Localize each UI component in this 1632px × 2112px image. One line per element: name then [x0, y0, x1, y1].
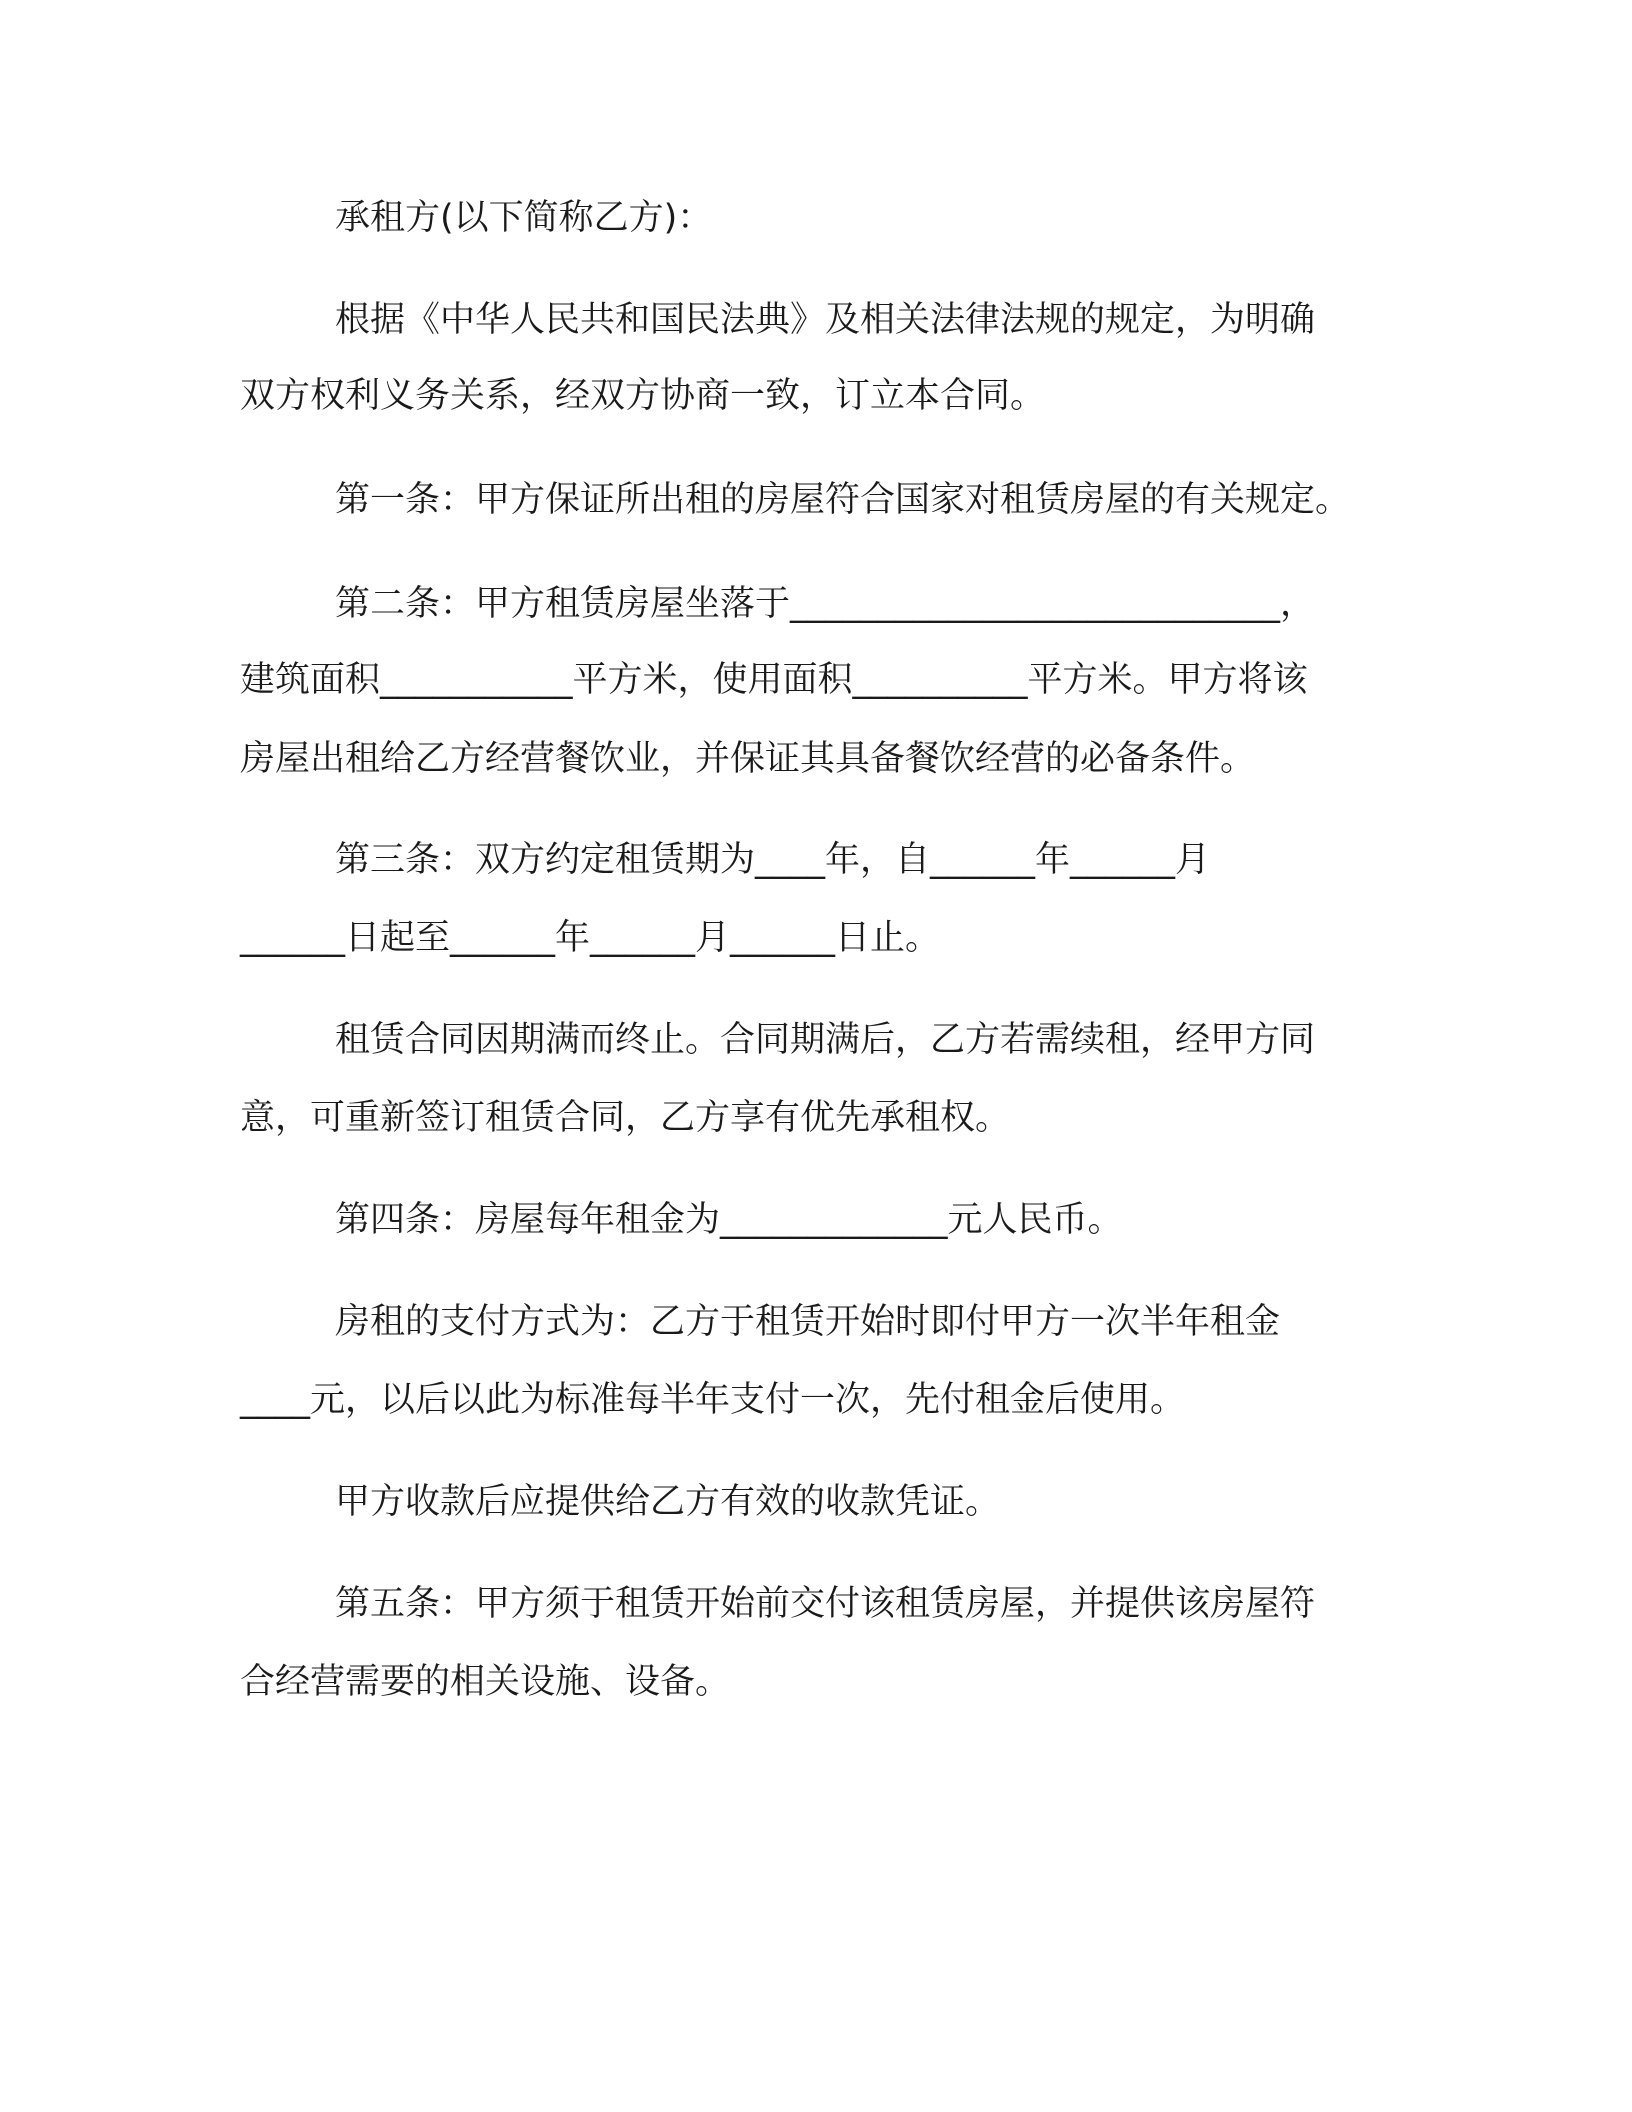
preamble-line-1: 根据《中华人民共和国民法典》及相关法律法规的规定，为明确 — [335, 300, 1316, 340]
preamble-line-2: 双方权利义务关系，经双方协商一致，订立本合同。 — [240, 376, 1046, 416]
article-1-line: 第一条：甲方保证所出租的房屋符合国家对租赁房屋的有关规定。 — [335, 480, 1351, 520]
article-3-line-1: 第三条：双方约定租赁期为____年，自______年______月 — [335, 840, 1211, 880]
article-4-line: 第四条：房屋每年租金为_____________元人民币。 — [335, 1200, 1123, 1240]
payment-line-1: 房租的支付方式为：乙方于租赁开始时即付甲方一次半年租金 — [335, 1302, 1281, 1342]
lessee-line: 承租方(以下简称乙方)： — [335, 198, 713, 238]
article-3-line-2: ______日起至______年______月______日止。 — [240, 918, 941, 958]
article-2-line-2: 建筑面积___________平方米，使用面积__________平方米。甲方将该 — [240, 660, 1308, 700]
article-5-line-2: 合经营需要的相关设施、设备。 — [240, 1662, 731, 1702]
article-2-line-1: 第二条：甲方租赁房屋坐落于____________________________， — [335, 584, 1316, 624]
payment-line-2: ____元，以后以此为标准每半年支付一次，先付租金后使用。 — [240, 1380, 1186, 1420]
article-5-line-1: 第五条：甲方须于租赁开始前交付该租赁房屋，并提供该房屋符 — [335, 1584, 1316, 1624]
renewal-line-1: 租赁合同因期满而终止。合同期满后，乙方若需续租，经甲方同 — [335, 1020, 1316, 1060]
renewal-line-2: 意，可重新签订租赁合同，乙方享有优先承租权。 — [240, 1098, 1011, 1138]
receipt-line: 甲方收款后应提供给乙方有效的收款凭证。 — [335, 1482, 1001, 1522]
article-2-line-3: 房屋出租给乙方经营餐饮业，并保证其具备餐饮经营的必备条件。 — [240, 739, 1256, 779]
